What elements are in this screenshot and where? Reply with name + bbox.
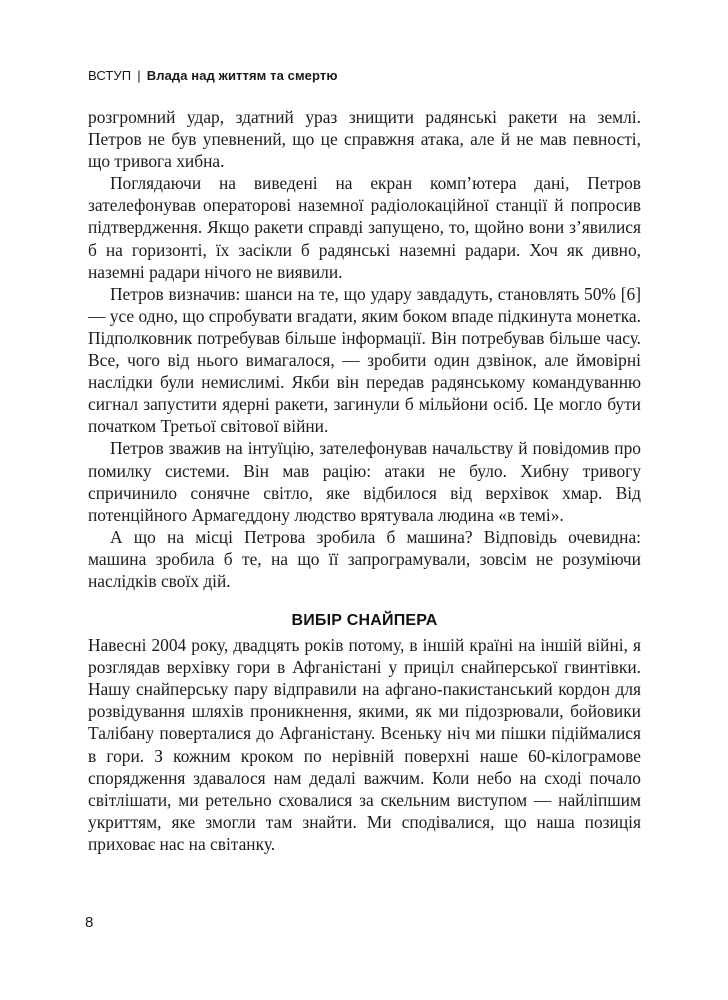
running-head-section: ВСТУП xyxy=(88,68,132,83)
page-number: 8 xyxy=(85,914,94,931)
paragraph: Петров зважив на інтуїцію, зателефонував начальству й повідомив про помилку системи. Він мав рацію: атаки не було. Хибну тривогу спричинило сонячне світло, яке відбилося від верхівок хмар. Від потенційного Армагеддону людство врятувала людина «в темі». xyxy=(88,438,641,525)
page-body xyxy=(88,106,641,855)
section-heading: ВИБІР СНАЙПЕРА xyxy=(291,612,438,630)
running-head-separator: | xyxy=(137,68,141,83)
paragraph: розгромний удар, здатний ураз знищити радянські ракети на землі. Петров не був упевнений, що це справжня атака, але й не мав певності, що тривога хибна. xyxy=(88,107,641,172)
running-head xyxy=(88,68,338,83)
running-head-chapter: Влада над життям та смертю xyxy=(146,68,338,83)
paragraph: А що на місці Петрова зробила б машина? Відповідь очевидна: машина зробила б те, на що її запрограмували, зовсім не розуміючи наслідків своїх дій. xyxy=(88,526,641,591)
paragraph: Петров визначив: шанси на те, що удару завдадуть, становлять 50% [6] — усе одно, що спробувати вгадати, яким боком впаде підкинута монетка. Підполковник потребував більше інформації. Він потребував більше часу. Все, чого від нього вимагалося, — зробити один дзвінок, але ймовірні наслідки були немислимі. Якби він передав радянському командуванню сигнал запустити ядерні ракети, загинули б мільйони осіб. Це могло бути початком Третьої світової війни. xyxy=(88,283,641,437)
paragraph: Поглядаючи на виведені на екран комп’ютера дані, Петров зателефонував операторові наземної радіолокаційної станції й попросив підтвердження. Якщо ракети справді запущено, то, щойно вони з’явилися б на горизонті, їх засікли б радянські наземні радари. Хоч як дивно, наземні радари нічого не виявили. xyxy=(88,173,641,282)
paragraph: Навесні 2004 року, двадцять років потому, в іншій країні на іншій війні, я розглядав верхівку гори в Афганістані у приціл снайперської гвинтівки. Нашу снайперську пару відправили на афгано-пакистанський кордон для розвідування шляхів проникнення, якими, як ми підозрювали, бойовики Талібану поверталися до Афганістану. Всеньку ніч ми пішки підіймалися в гори. З кожним кроком по нерівній поверхні наше 60-кілограмове спорядження здавалося нам дедалі важчим. Коли небо на сході почало світлішати, ми ретельно сховалися за скельним виступом — найліпшим укриттям, яке змогли там знайти. Ми сподівалися, що наша позиція приховає нас на світанку. xyxy=(88,635,641,854)
